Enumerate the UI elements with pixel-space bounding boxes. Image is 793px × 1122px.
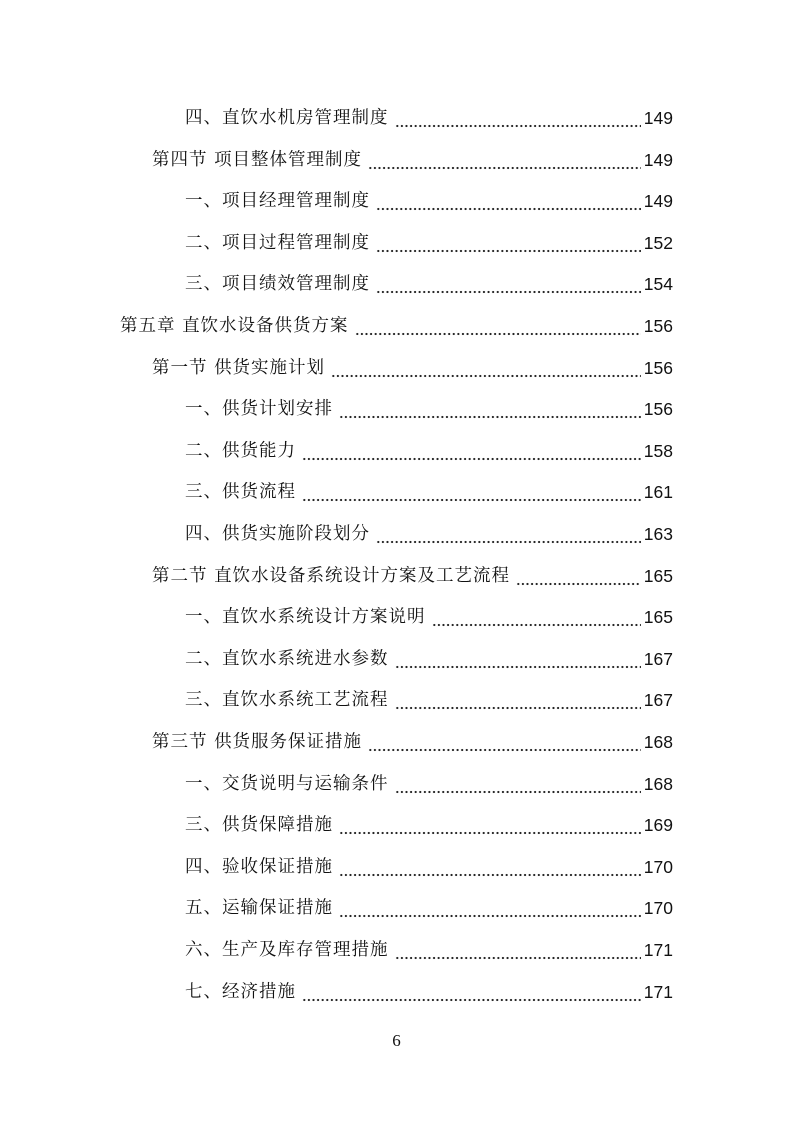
toc-entry-page: 171 — [643, 940, 673, 960]
dot-leader — [368, 147, 641, 173]
toc-entry[interactable] — [185, 604, 673, 630]
toc-entry-title: 第三节 供货服务保证措施 — [152, 732, 363, 752]
dot-leader — [376, 188, 641, 214]
toc-entry-page: 149 — [643, 191, 673, 212]
toc-entry[interactable] — [185, 521, 673, 547]
dot-leader — [302, 438, 641, 464]
dot-leader — [339, 812, 641, 838]
toc-entry[interactable] — [152, 355, 673, 381]
toc-entry-page: 167 — [643, 648, 673, 669]
toc-entry-title: 三、供货保障措施 — [185, 815, 333, 836]
dot-leader — [339, 895, 641, 921]
dot-leader — [302, 479, 641, 505]
dot-leader — [516, 563, 641, 589]
toc-entry-page: 170 — [643, 898, 673, 919]
toc-entry-title: 四、供货实施阶段划分 — [185, 524, 370, 544]
toc-entry-page: 156 — [643, 316, 673, 336]
toc-entry-title: 三、项目绩效管理制度 — [185, 274, 370, 295]
toc-entry-page: 171 — [643, 981, 673, 1002]
toc-entry-title: 二、供货能力 — [185, 440, 296, 461]
dot-leader — [355, 313, 641, 339]
toc-entry-title: 一、项目经理管理制度 — [185, 191, 370, 212]
toc-entry[interactable] — [185, 979, 673, 1005]
toc-entry[interactable] — [185, 812, 673, 838]
toc-entry[interactable] — [185, 230, 673, 256]
toc-entry-page: 152 — [643, 232, 673, 253]
dot-leader — [376, 271, 641, 297]
toc-entry-page: 165 — [643, 565, 673, 586]
toc-entry[interactable] — [185, 895, 673, 921]
toc-entry[interactable] — [185, 479, 673, 505]
toc-entry-page: 167 — [643, 690, 673, 711]
toc-entry[interactable] — [185, 396, 673, 422]
toc-entry-title: 四、验收保证措施 — [185, 856, 333, 877]
dot-leader — [339, 396, 641, 422]
toc-entry-page: 168 — [643, 732, 673, 752]
dot-leader — [302, 979, 641, 1005]
toc-entry-page: 156 — [643, 357, 673, 378]
toc-entry-page: 170 — [643, 856, 673, 877]
toc-entry-title: 第二节 直饮水设备系统设计方案及工艺流程 — [152, 565, 511, 586]
toc-entry-page: 163 — [643, 524, 673, 544]
toc-entry-page: 149 — [643, 149, 673, 170]
toc-entry[interactable] — [152, 563, 673, 589]
toc-entry[interactable] — [185, 271, 673, 297]
dot-leader — [368, 729, 641, 755]
toc-entry-page: 169 — [643, 815, 673, 836]
toc-entry-page: 156 — [643, 399, 673, 420]
dot-leader — [395, 687, 641, 713]
toc-entry-page: 149 — [643, 108, 673, 128]
dot-leader — [376, 521, 641, 547]
dot-leader — [432, 604, 641, 630]
toc-entry-title: 二、直饮水系统进水参数 — [185, 648, 389, 669]
toc-entry[interactable] — [152, 729, 673, 755]
toc-entry-page: 161 — [643, 482, 673, 503]
dot-leader — [395, 771, 641, 797]
toc-entry-title: 三、供货流程 — [185, 482, 296, 503]
toc-entry[interactable] — [185, 105, 673, 131]
toc-entry-page: 154 — [643, 274, 673, 295]
toc-entry[interactable] — [185, 188, 673, 214]
toc-entry-title: 一、供货计划安排 — [185, 399, 333, 420]
dot-leader — [395, 646, 641, 672]
toc-entry[interactable] — [120, 313, 673, 339]
toc-entry-title: 六、生产及库存管理措施 — [185, 940, 389, 960]
dot-leader — [331, 355, 641, 381]
toc-entry-title: 四、直饮水机房管理制度 — [185, 108, 389, 128]
dot-leader — [395, 105, 641, 131]
page-number: 6 — [392, 1031, 401, 1050]
toc-entry[interactable] — [185, 646, 673, 672]
toc-entry-page: 158 — [643, 440, 673, 461]
toc-entry-page: 168 — [643, 773, 673, 794]
toc-entry-title: 第五章 直饮水设备供货方案 — [120, 316, 349, 336]
toc-entry-title: 五、运输保证措施 — [185, 898, 333, 919]
dot-leader — [395, 937, 641, 963]
toc-entry[interactable] — [185, 687, 673, 713]
toc-entry[interactable] — [185, 438, 673, 464]
toc-entry-title: 一、直饮水系统设计方案说明 — [185, 607, 426, 628]
toc-entry-title: 第一节 供货实施计划 — [152, 357, 326, 378]
toc-entry-title: 一、交货说明与运输条件 — [185, 773, 389, 794]
toc-entry[interactable] — [185, 937, 673, 963]
toc-entry[interactable] — [185, 854, 673, 880]
toc-entry-title: 七、经济措施 — [185, 981, 296, 1002]
dot-leader — [376, 230, 641, 256]
toc-entry-title: 二、项目过程管理制度 — [185, 232, 370, 253]
toc-entry-page: 165 — [643, 607, 673, 628]
toc-entry[interactable] — [185, 771, 673, 797]
toc-entry-title: 第四节 项目整体管理制度 — [152, 149, 363, 170]
dot-leader — [339, 854, 641, 880]
toc-entry[interactable] — [152, 147, 673, 173]
toc-entry-title: 三、直饮水系统工艺流程 — [185, 690, 389, 711]
